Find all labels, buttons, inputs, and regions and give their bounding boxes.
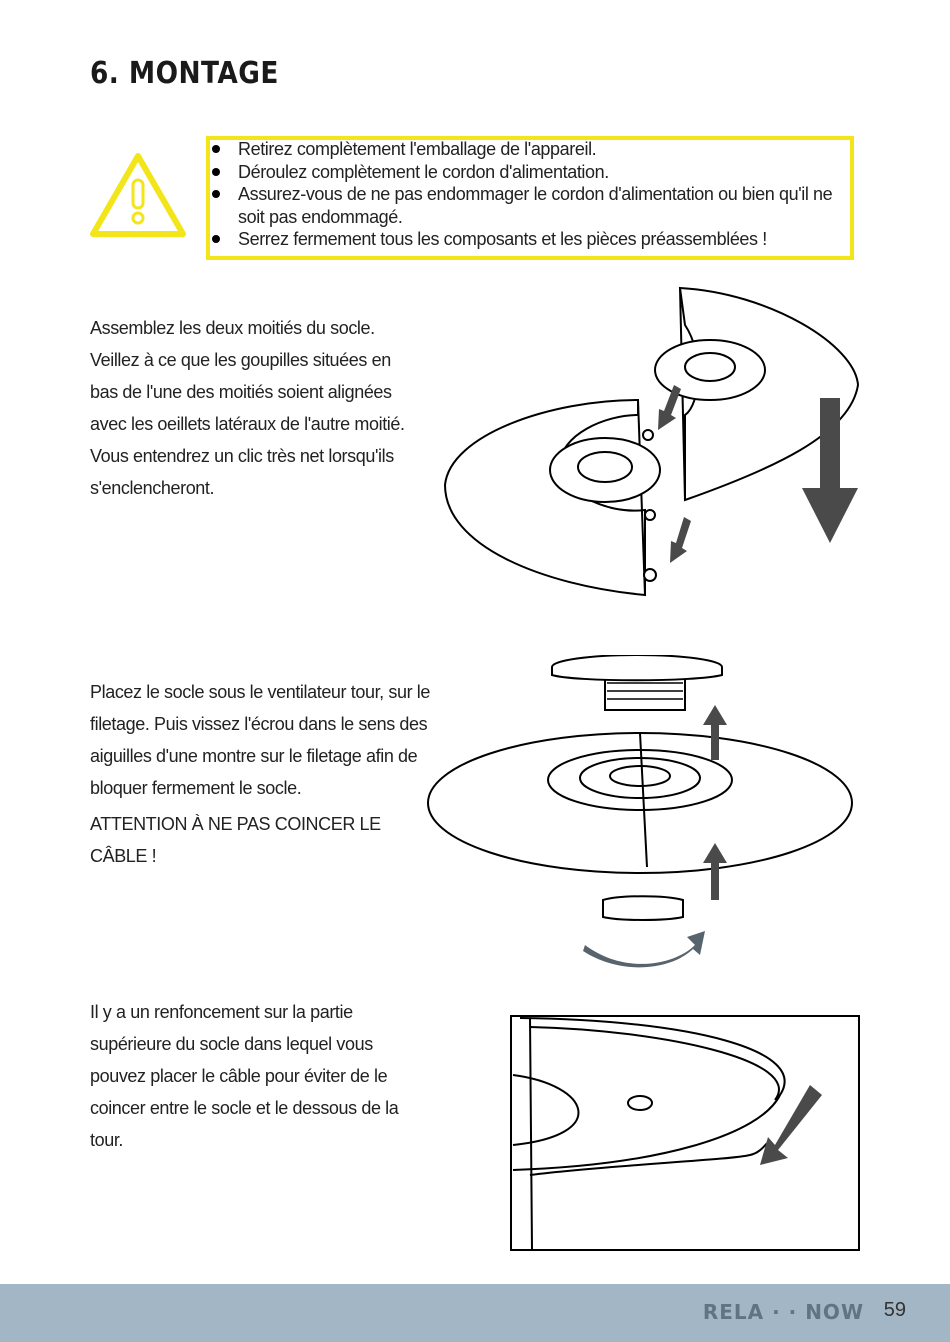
warning-item: Serrez fermement tous les composants et les pièces préassemblées !	[210, 228, 860, 251]
warning-item: Déroulez complètement le cordon d'alimentation.	[210, 161, 860, 184]
page-title: 6. MONTAGE	[90, 56, 279, 91]
step-1-text: Assemblez les deux moitiés du socle. Veillez à ce que les goupilles situées en bas de l'une des moitiés soient alignées avec les oeillets latéraux de l'autre moitié. Vous entendrez un clic très net lorsqu'ils s'enclencheront.	[90, 318, 405, 498]
page-number: 59	[883, 1299, 906, 1321]
base-halves-illustration	[440, 285, 880, 615]
step-2-warning: ATTENTION À NE PAS COINCER LE CÂBLE !	[90, 814, 381, 866]
warning-item: Assurez-vous de ne pas endommager le cordon d'alimentation ou bien qu'il ne soit pas endommagé.	[210, 183, 860, 228]
step-2-text: Placez le socle sous le ventilateur tour, sur le filetage. Puis vissez l'écrou dans le sens des aiguilles d'une montre sur le filetage afin de bloquer fermement le socle.	[90, 682, 430, 798]
base-mounting-illustration	[425, 655, 865, 970]
warning-triangle-icon	[88, 150, 188, 240]
cable-recess-illustration	[510, 1015, 862, 1253]
brand-logo: RELA · · NOW	[702, 1300, 864, 1324]
page-footer	[0, 1284, 950, 1342]
warning-list	[210, 138, 860, 251]
step-3-text: Il y a un renfoncement sur la partie supérieure du socle dans lequel vous pouvez placer le câble pour éviter de le coincer entre le socle et le dessous de la tour.	[90, 1002, 399, 1150]
warning-item: Retirez complètement l'emballage de l'appareil.	[210, 138, 860, 161]
